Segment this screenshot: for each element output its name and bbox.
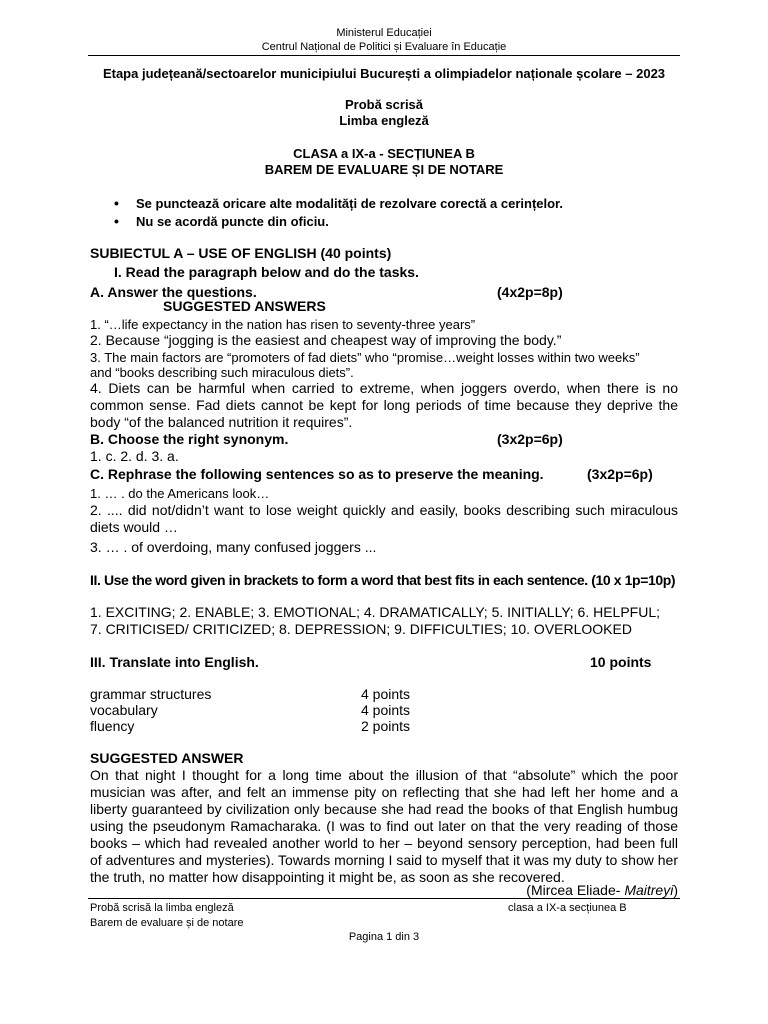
task-b-heading: B. Choose the right synonym.: [90, 431, 289, 447]
task-c-answer-2: 2. .... did not/didn’t want to lose weight quickly and easily, books describing such miraculous diets would …: [90, 502, 678, 535]
rule-item: Se punctează oricare alte modalități de rezolvare corectă a cerințelor.: [136, 196, 564, 211]
bullet-icon: •: [114, 195, 119, 211]
task-c-answer-3: 3. … . of overdoing, many confused joggers ...: [90, 539, 377, 555]
part-2-heading: II. Use the word given in brackets to form a word that best fits in each sentence. (10 x 1p=10p): [90, 572, 676, 588]
bullet-icon: •: [114, 213, 119, 229]
part-3-heading: III. Translate into English.: [90, 654, 259, 670]
source-author: (Mircea Eliade-: [526, 882, 625, 898]
center-name: Centrul Național de Politici și Evaluare în Educație: [261, 41, 507, 53]
task-c-points: (3x2p=6p): [587, 466, 653, 482]
answer-3-line2: and “books describing such miraculous diets”.: [90, 365, 354, 380]
footer-divider: [88, 898, 680, 899]
header-divider: [88, 55, 680, 56]
answer-1: 1. “…life expectancy in the nation has risen to seventy-three years”: [90, 317, 476, 332]
rule-item: Nu se acordă puncte din oficiu.: [136, 214, 329, 229]
footer-left-line2: Barem de evaluare și de notare: [90, 917, 244, 929]
task-a-heading: A. Answer the questions.: [90, 284, 257, 300]
criterion-name: fluency: [90, 718, 135, 734]
criterion-points: 2 points: [361, 718, 411, 734]
stage-title: Etapa județeană/sectoarelor municipiului București a olimpiadelor naționale școlare – 2023: [102, 66, 666, 81]
task-a-points: (4x2p=8p): [497, 284, 563, 300]
footer-left-line1: Probă scrisă la limba engleză: [90, 902, 234, 914]
answer-4: 4. Diets can be harmful when carried to extreme, when joggers overdo, when there is no common sense. Fad diets cannot be kept for long periods of time because they deprive the body “of the balanced nutrition it requires”.: [90, 380, 678, 430]
class-title: CLASA a IX-a - SECȚIUNEA B: [293, 146, 475, 161]
suggested-answers-heading: SUGGESTED ANSWERS: [163, 298, 326, 314]
translation-source: [526, 882, 678, 898]
footer-right: clasa a IX-a secțiunea B: [508, 902, 627, 914]
task-c-heading: C. Rephrase the following sentences so as to preserve the meaning.: [90, 466, 544, 482]
task-b-points: (3x2p=6p): [497, 431, 563, 447]
part-3-points: 10 points: [590, 654, 652, 670]
section-a-heading: SUBIECTUL A – USE OF ENGLISH (40 points): [90, 245, 392, 261]
criterion-name: vocabulary: [90, 702, 158, 718]
answer-2: 2. Because “jogging is the easiest and cheapest way of improving the body.”: [90, 332, 562, 348]
proba-title: Probă scrisă: [344, 97, 424, 112]
ministry-name: Ministerul Educației: [336, 27, 432, 39]
barem-title: BAREM DE EVALUARE ȘI DE NOTARE: [264, 162, 504, 177]
part-1-heading: I. Read the paragraph below and do the tasks.: [114, 264, 419, 280]
page-number: Pagina 1 din 3: [348, 931, 420, 943]
task-c-answer-1: 1. … . do the Americans look…: [90, 486, 270, 501]
source-title: Maitreyi: [624, 882, 674, 898]
subject-title: Limba engleză: [339, 113, 429, 128]
task-b-answers: 1. c. 2. d. 3. a.: [90, 448, 179, 464]
translation-text: On that night I thought for a long time about the illusion of that “absolute” which the poor musician was after, and felt an immense pity on reflecting that she had left her home and a liberty guaranteed by civilization only because she had read the books of that English humbug using the pseudonym Ramacharaka. (I was to find out later on that the very reading of those books – which had revealed another world to her – beyond sensory perception, had been full of adventures and mysteries). Towards morning I said to myself that it was my duty to show her the truth, no matter how disappointing it might be, as soon as she recovered.: [90, 767, 678, 885]
answer-3-line1: 3. The main factors are “promoters of fad diets” who “promise…weight losses within two weeks”: [90, 350, 640, 365]
criterion-name: grammar structures: [90, 686, 212, 702]
criterion-points: 4 points: [361, 702, 411, 718]
suggested-answer-heading: SUGGESTED ANSWER: [90, 750, 244, 766]
source-end: ): [673, 882, 678, 898]
criterion-points: 4 points: [361, 686, 411, 702]
part-2-answers-line1: 1. EXCITING; 2. ENABLE; 3. EMOTIONAL; 4. DRAMATICALLY; 5. INITIALLY; 6. HELPFUL;: [90, 604, 661, 620]
part-2-answers-line2: 7. CRITICISED/ CRITICIZED; 8. DEPRESSION; 9. DIFFICULTIES; 10. OVERLOOKED: [90, 621, 632, 637]
